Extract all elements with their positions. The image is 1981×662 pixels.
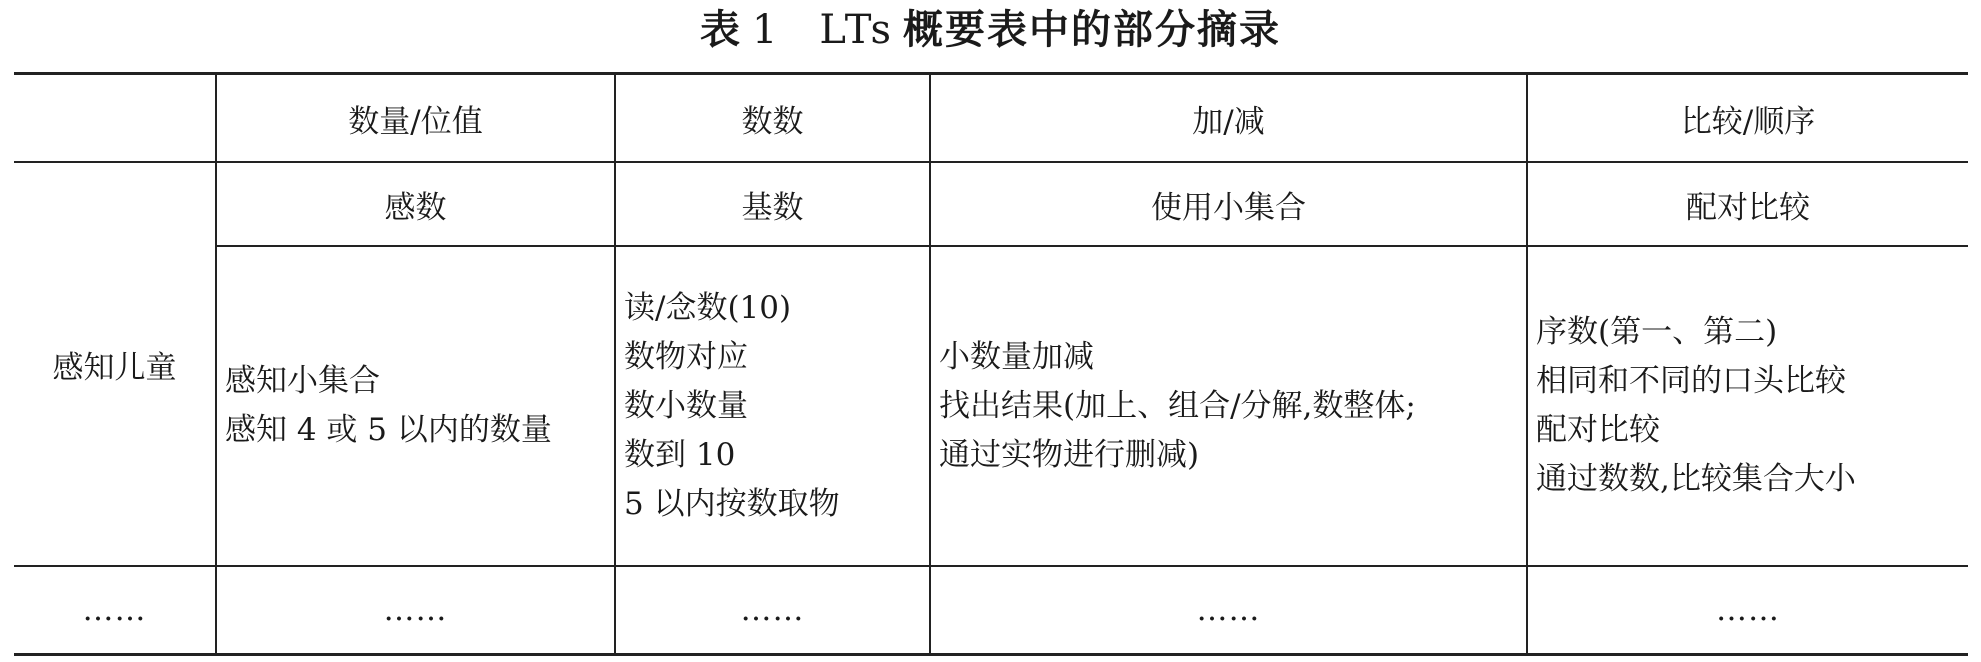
lts-summary-table (14, 72, 1968, 656)
cell-line: 配对比较 (1536, 412, 1660, 448)
cell-line: 感知 4 或 5 以内的数量 (225, 412, 552, 448)
column-header: 数数 (615, 74, 930, 163)
cell-line: 通过数数,比较集合大小 (1536, 461, 1856, 497)
cell-line: 小数量加减 (939, 338, 1094, 375)
cell-line: 序数(第一、第二) (1536, 314, 1778, 350)
cell-line: 找出结果(加上、组合/分解,数整体; (939, 387, 1416, 424)
cell-line: 读/念数(10) (624, 289, 792, 326)
title-lts: LTs (819, 7, 894, 53)
ellipsis-cell: …… (930, 566, 1527, 655)
subheader-cell: 使用小集合 (930, 162, 1527, 246)
title-rest: 概要表中的部分摘录 (903, 6, 1282, 53)
content-cell-counting (615, 246, 930, 566)
content-cell-addsub (930, 246, 1527, 566)
title-number: 1 (751, 7, 780, 53)
ellipsis-cell: …… (1527, 566, 1968, 655)
ellipsis-cell: …… (615, 566, 930, 655)
content-row (14, 246, 1968, 566)
title-prefix: 表 (699, 6, 742, 53)
cell-line: 数到 10 (624, 436, 736, 473)
cell-line: 通过实物进行删减) (939, 436, 1200, 473)
cell-line: 数小数量 (624, 387, 748, 424)
ellipsis-row (14, 566, 1968, 655)
column-header: 比较/顺序 (1527, 74, 1968, 163)
row-label: 感知儿童 (14, 162, 216, 566)
content-cell-quantity (216, 246, 615, 566)
header-row (14, 74, 1968, 163)
subheader-cell: 感数 (216, 162, 615, 246)
cell-line: 5 以内按数取物 (624, 485, 840, 522)
subheader-cell: 基数 (615, 162, 930, 246)
ellipsis-cell: …… (14, 566, 216, 655)
table-title (0, 4, 1981, 56)
column-header: 加/减 (930, 74, 1527, 163)
ellipsis-cell: …… (216, 566, 615, 655)
subheader-row (14, 162, 1968, 246)
corner-cell (14, 74, 216, 163)
cell-line: 数物对应 (624, 338, 748, 375)
cell-line: 感知小集合 (225, 363, 380, 399)
subheader-cell: 配对比较 (1527, 162, 1968, 246)
content-cell-compare (1527, 246, 1968, 566)
column-header: 数量/位值 (216, 74, 615, 163)
cell-line: 相同和不同的口头比较 (1536, 363, 1846, 399)
